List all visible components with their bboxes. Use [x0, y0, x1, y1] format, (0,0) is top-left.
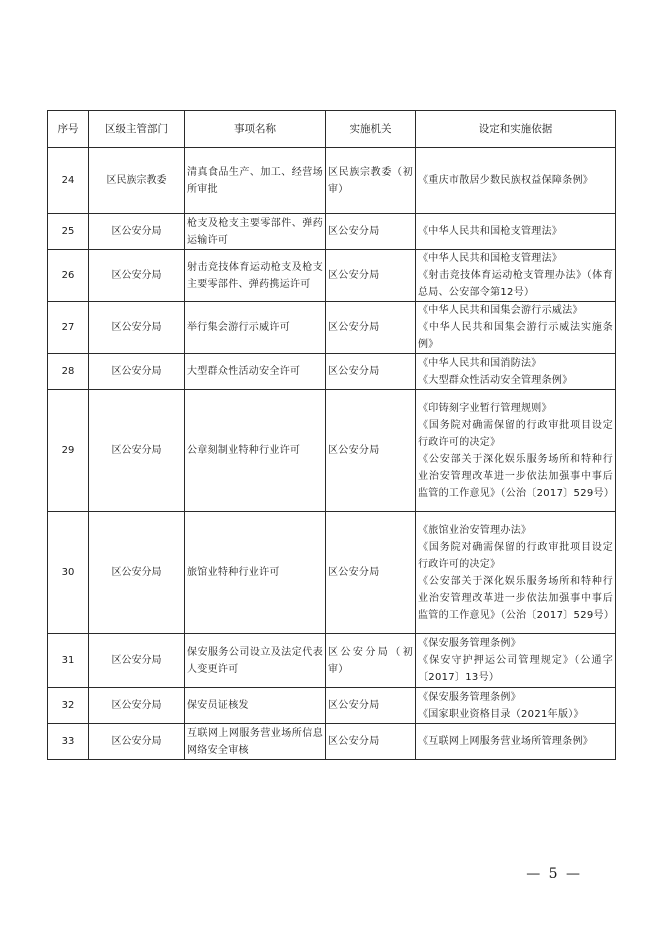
row-basis	[416, 688, 616, 724]
row-item-name: 保安服务公司设立及法定代表人变更许可	[185, 634, 326, 688]
row-item-name: 清真食品生产、加工、经营场所审批	[185, 148, 326, 214]
basis-entry: 《大型群众性活动安全管理条例》	[418, 374, 573, 386]
row-seq: 30	[48, 512, 89, 634]
row-dept: 区公安分局	[89, 512, 185, 634]
table-row	[48, 390, 616, 512]
basis-entry: 《旅馆业治安管理办法》	[418, 524, 532, 536]
header-agency: 实施机关	[326, 111, 416, 148]
basis-entry: 《中华人民共和国枪支管理法》	[418, 226, 563, 237]
row-basis	[416, 354, 616, 390]
row-item-name: 旅馆业特种行业许可	[185, 512, 326, 634]
row-dept: 区民族宗教委	[89, 148, 185, 214]
basis-entry: 《公安部关于深化娱乐服务场所和特种行业治安管理改革进一步依法加强事中事后监管的工作意见》（公治〔2017〕529号）	[418, 575, 615, 621]
row-seq: 31	[48, 634, 89, 688]
table-body	[48, 148, 616, 760]
row-seq: 28	[48, 354, 89, 390]
row-dept: 区公安分局	[89, 688, 185, 724]
basis-entry: 《保安服务管理条例》	[418, 691, 521, 703]
basis-entry: 《公安部关于深化娱乐服务场所和特种行业治安管理改革进一步依法加强事中事后监管的工作意见》（公治〔2017〕529号）	[418, 453, 615, 499]
basis-entry: 《射击竞技体育运动枪支管理办法》（体育总局、公安部令第12号）	[418, 270, 613, 298]
table-row	[48, 148, 616, 214]
row-basis	[416, 512, 616, 634]
basis-entry: 《国家职业资格目录（2021年版）》	[418, 708, 584, 720]
row-agency: 区公安分局	[326, 724, 416, 760]
row-dept: 区公安分局	[89, 634, 185, 688]
row-seq: 26	[48, 250, 89, 302]
row-agency: 区公安分局	[326, 354, 416, 390]
row-basis	[416, 302, 616, 354]
header-item-name: 事项名称	[185, 111, 326, 148]
row-basis	[416, 250, 616, 302]
row-basis	[416, 724, 616, 760]
row-item-name: 互联网上网服务营业场所信息网络安全审核	[185, 724, 326, 760]
header-dept: 区级主管部门	[89, 111, 185, 148]
row-seq: 27	[48, 302, 89, 354]
row-agency: 区公安分局	[326, 512, 416, 634]
row-dept: 区公安分局	[89, 390, 185, 512]
row-agency: 区公安分局	[326, 214, 416, 250]
row-dept: 区公安分局	[89, 214, 185, 250]
row-agency: 区公安分局	[326, 688, 416, 724]
admin-approval-table	[47, 110, 616, 760]
row-item-name: 公章刻制业特种行业许可	[185, 390, 326, 512]
basis-entry: 《保安服务管理条例》	[418, 638, 521, 649]
table-row	[48, 302, 616, 354]
row-agency: 区公安分局	[326, 250, 416, 302]
basis-entry: 《国务院对确需保留的行政审批项目设定行政许可的决定》	[418, 419, 613, 448]
table-row	[48, 512, 616, 634]
basis-entry: 《中华人民共和国集会游行示威法》	[418, 305, 583, 316]
row-seq: 32	[48, 688, 89, 724]
table-row	[48, 634, 616, 688]
basis-entry: 《印铸刻字业暂行管理规则》	[418, 402, 552, 414]
row-basis	[416, 214, 616, 250]
table-row	[48, 688, 616, 724]
header-basis: 设定和实施依据	[416, 111, 616, 148]
row-dept: 区公安分局	[89, 354, 185, 390]
table-header-row	[48, 111, 616, 148]
row-basis	[416, 148, 616, 214]
row-item-name: 射击竞技体育运动枪支及枪支主要零部件、弹药携运许可	[185, 250, 326, 302]
row-basis	[416, 634, 616, 688]
row-agency: 区公安分局	[326, 390, 416, 512]
table-row	[48, 250, 616, 302]
row-basis	[416, 390, 616, 512]
row-seq: 29	[48, 390, 89, 512]
row-agency: 区民族宗教委（初审）	[326, 148, 416, 214]
page-number: — 5 —	[526, 866, 582, 882]
basis-entry: 《保安守护押运公司管理规定》（公通字〔2017〕13号）	[418, 655, 613, 683]
row-agency: 区公安分局（初审）	[326, 634, 416, 688]
row-seq: 25	[48, 214, 89, 250]
table-row	[48, 354, 616, 390]
row-item-name: 保安员证核发	[185, 688, 326, 724]
basis-entry: 《中华人民共和国枪支管理法》	[418, 253, 563, 264]
table-row	[48, 214, 616, 250]
row-dept: 区公安分局	[89, 302, 185, 354]
header-seq: 序号	[48, 111, 89, 148]
row-dept: 区公安分局	[89, 724, 185, 760]
basis-entry: 《中华人民共和国消防法》	[418, 357, 542, 369]
row-agency: 区公安分局	[326, 302, 416, 354]
basis-entry: 《重庆市散居少数民族权益保障条例》	[418, 175, 594, 186]
row-item-name: 大型群众性活动安全许可	[185, 354, 326, 390]
row-seq: 24	[48, 148, 89, 214]
row-item-name: 举行集会游行示威许可	[185, 302, 326, 354]
row-seq: 33	[48, 724, 89, 760]
basis-entry: 《国务院对确需保留的行政审批项目设定行政许可的决定》	[418, 541, 613, 570]
row-item-name: 枪支及枪支主要零部件、弹药运输许可	[185, 214, 326, 250]
basis-entry: 《中华人民共和国集会游行示威法实施条例》	[418, 322, 613, 350]
table-row	[48, 724, 616, 760]
row-dept: 区公安分局	[89, 250, 185, 302]
basis-entry: 《互联网上网服务营业场所管理条例》	[418, 736, 594, 747]
